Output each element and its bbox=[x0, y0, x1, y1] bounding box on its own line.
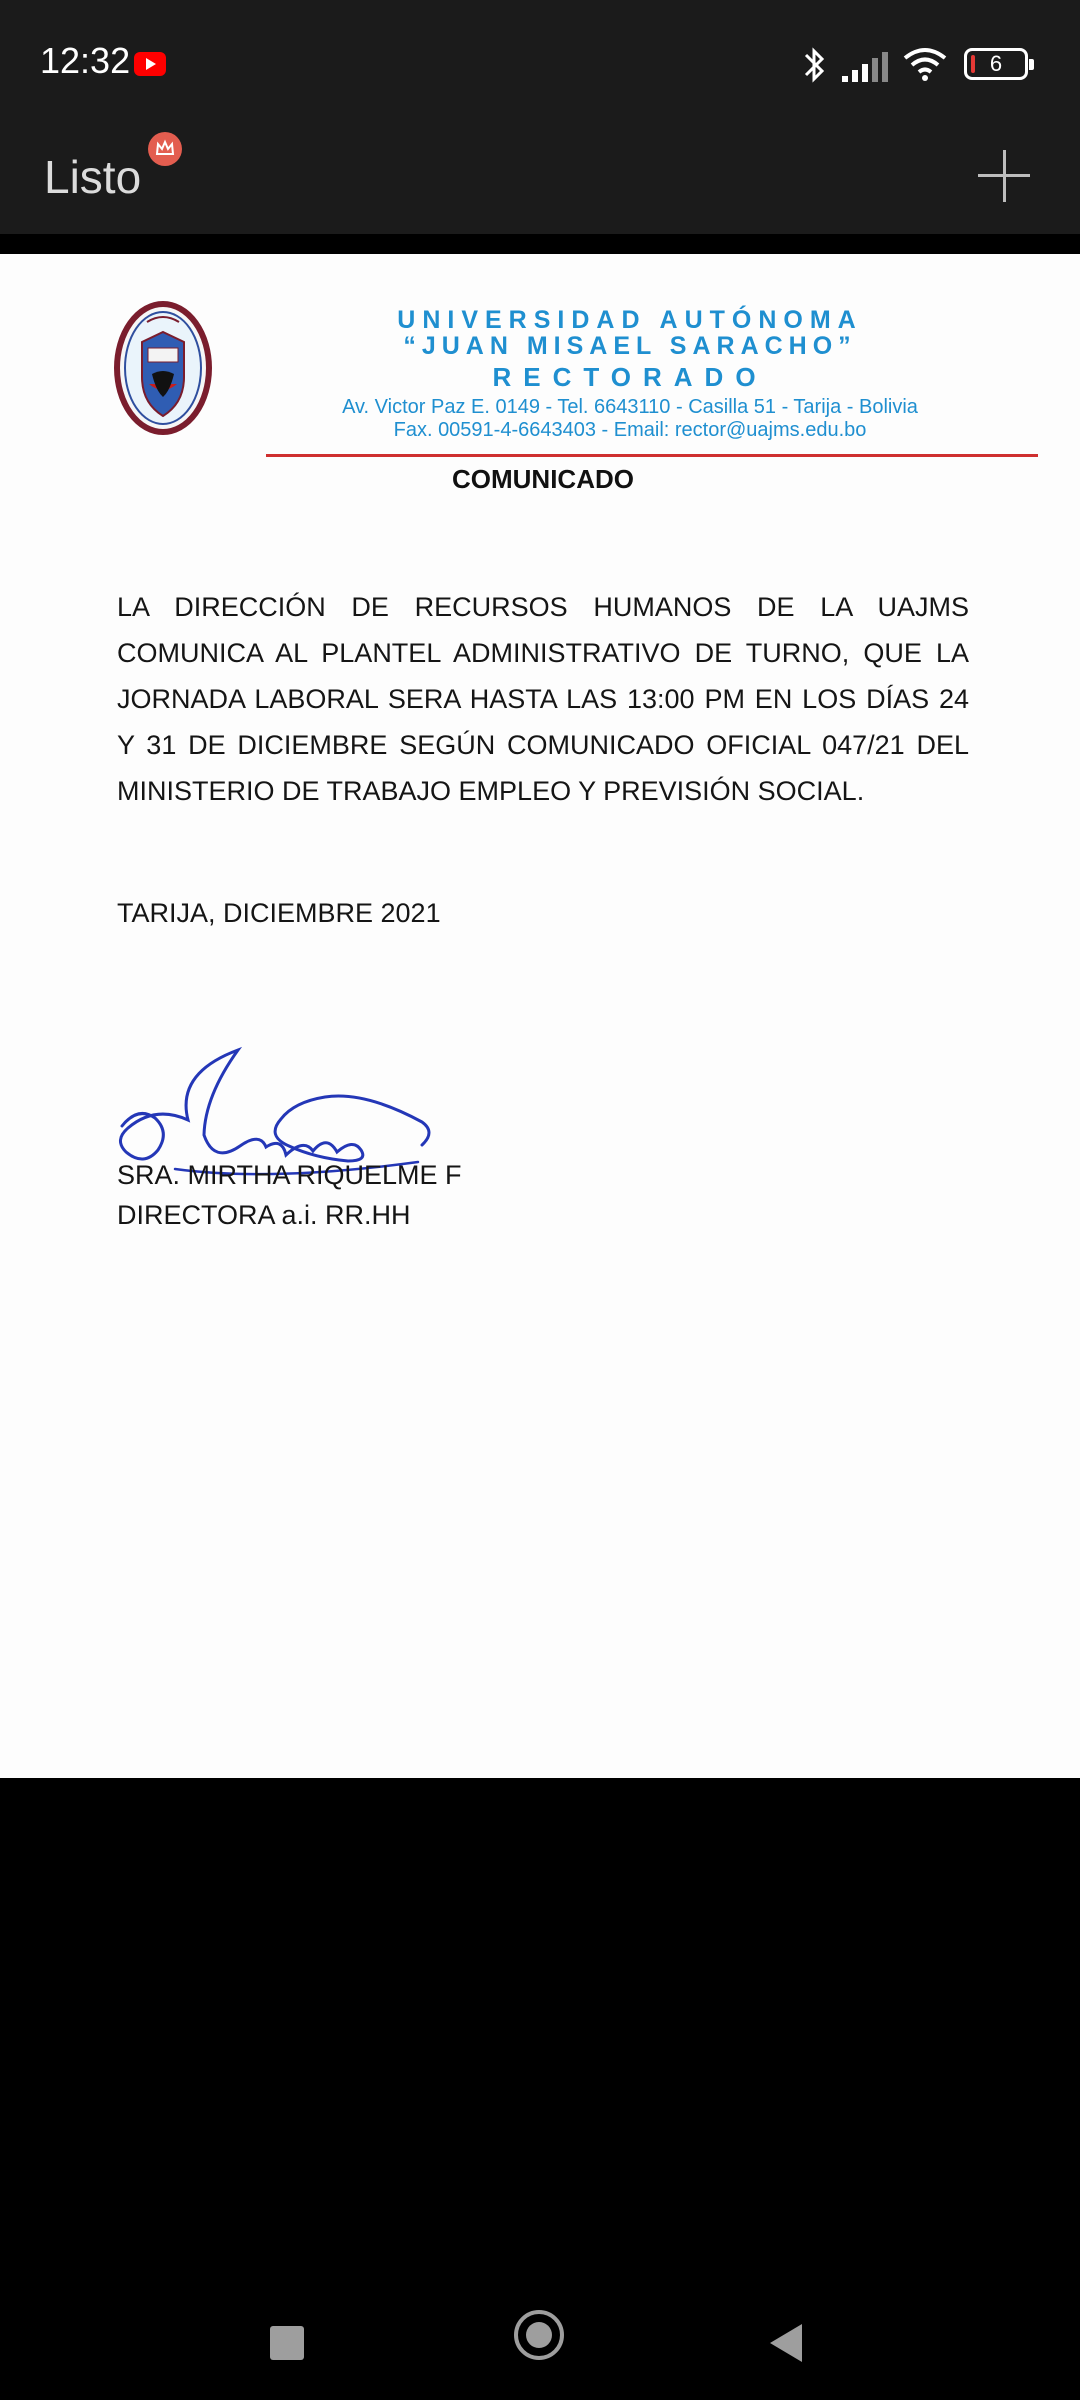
recent-apps-icon[interactable] bbox=[270, 2326, 304, 2360]
battery-level: 6 bbox=[989, 51, 1003, 76]
status-bar bbox=[0, 0, 1080, 128]
document-title: COMUNICADO bbox=[452, 464, 634, 494]
add-button[interactable] bbox=[968, 140, 1040, 212]
home-icon[interactable] bbox=[514, 2310, 564, 2360]
bluetooth-icon bbox=[800, 44, 830, 86]
wifi-icon bbox=[900, 44, 950, 84]
crown-icon bbox=[148, 132, 182, 166]
status-time: 12:32 bbox=[40, 40, 131, 81]
youtube-icon bbox=[134, 52, 166, 76]
crown-icon-glyph bbox=[148, 132, 182, 166]
address-line-2: Fax. 00591-4-6643403 - Email: rector@uajms.edu.bo bbox=[393, 419, 867, 441]
back-icon[interactable] bbox=[770, 2324, 802, 2362]
address-line-1: Av. Victor Paz E. 0149 - Tel. 6643110 - Casilla 51 - Tarija - Bolivia bbox=[342, 396, 918, 418]
document-body: LA DIRECCIÓN DE RECURSOS HUMANOS DE LA UAJMS COMUNICA AL PLANTEL ADMINISTRATIVO DE TURNO, QUE LA JORNADA LABORAL SERA HASTA LAS 13:00 PM EN LOS DÍAS 24 Y 31 DE DICIEMBRE SEGÚN COMUNICADO OFICIAL 047/21 DEL MINISTERIO DE TRABAJO EMPLEO Y PREVISIÓN SOCIAL. bbox=[117, 592, 969, 806]
app-title: Listo bbox=[44, 151, 142, 203]
app-bar bbox=[0, 128, 1080, 234]
navigation-bar bbox=[0, 2280, 1080, 2400]
signer-name: SRA. MIRTHA RIQUELME F bbox=[117, 1160, 462, 1190]
document-page bbox=[0, 254, 1080, 1778]
university-name: UNIVERSIDAD AUTÓNOMA bbox=[397, 306, 863, 334]
header-rule bbox=[266, 454, 1038, 457]
university-subtitle: “JUAN MISAEL SARACHO” bbox=[403, 332, 857, 360]
office-title: RECTORADO bbox=[492, 362, 768, 392]
university-seal-icon bbox=[112, 298, 214, 438]
document-date: TARIJA, DICIEMBRE 2021 bbox=[117, 898, 441, 928]
signer-title: DIRECTORA a.i. RR.HH bbox=[117, 1200, 411, 1230]
battery-icon bbox=[964, 48, 1028, 80]
signal-icon bbox=[840, 48, 890, 84]
